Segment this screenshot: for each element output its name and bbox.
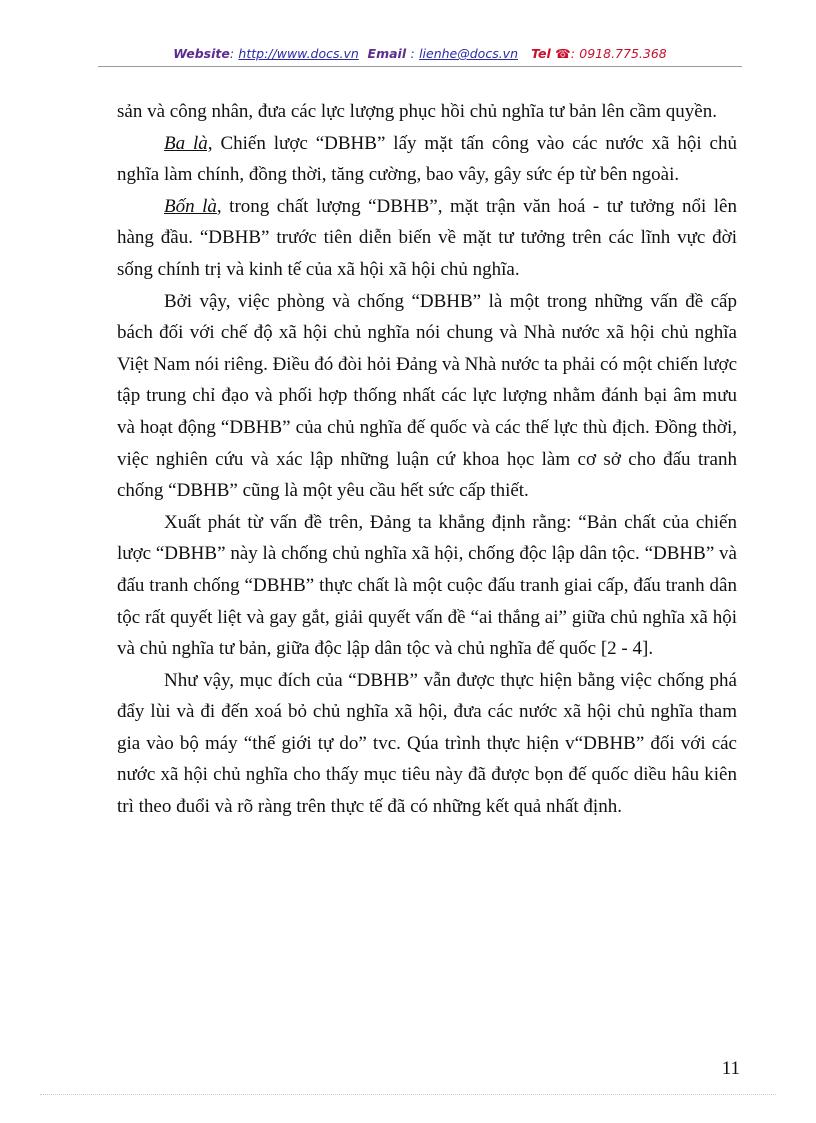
website-link[interactable]: http://www.docs.vn bbox=[238, 46, 359, 61]
paragraph-bon-la bbox=[117, 191, 737, 286]
tel-label: Tel bbox=[531, 46, 551, 61]
email-link[interactable]: lienhe@docs.vn bbox=[419, 46, 518, 61]
paragraph-text: Bởi vậy, việc phòng và chống “DBHB” là một trong những vấn đề cấp bách đối với chế độ xã hội chủ nghĩa nói chung và Nhà nước xã hội chủ nghĩa Việt Nam nói riêng. Điều đó đòi hỏi Đảng và Nhà nước ta phải có một chiến lược tập trung chỉ đạo và phối hợp thống nhất các lực lượng nhằm đánh bại âm mưu và hoạt động “DBHB” của chủ nghĩa đế quốc và các thế lực thù địch. Đồng thời, việc nghiên cứu và xác lập những luận cứ khoa học làm cơ sở cho đấu tranh chống “DBHB” cũng là một yêu cầu hết sức cấp thiết. bbox=[117, 290, 737, 502]
paragraph-boi-vay bbox=[117, 286, 737, 507]
page-number: 11 bbox=[721, 1058, 740, 1079]
phone-colon: : bbox=[570, 46, 575, 61]
email-colon: : bbox=[410, 46, 415, 61]
footer-divider bbox=[40, 1094, 776, 1095]
paragraph-lead: Bốn là bbox=[164, 195, 217, 217]
header-divider bbox=[98, 66, 742, 67]
paragraph-xuat-phat bbox=[117, 507, 737, 665]
paragraph-ba-la bbox=[117, 128, 737, 191]
paragraph-text: Xuất phát từ vấn đề trên, Đảng ta khẳng định rằng: “Bản chất của chiến lược “DBHB” này là chống chủ nghĩa xã hội, chống độc lập dân tộc. “DBHB” và đấu tranh chống “DBHB” thực chất là một cuộc đấu tranh giai cấp, đấu tranh dân tộc rất quyết liệt và gay gắt, giải quyết vấn đề “ai thắng ai” giữa chủ nghĩa xã hội và chủ nghĩa tư bản, giữa độc lập dân tộc và chủ nghĩa đế quốc [2 - 4]. bbox=[117, 511, 737, 660]
paragraph-text: sản và công nhân, đưa các lực lượng phục hồi chủ nghĩa tư bản lên cầm quyền. bbox=[117, 101, 717, 122]
phone-icon: ☎ bbox=[555, 46, 571, 61]
paragraph-text: , trong chất lượng “DBHB”, mặt trận văn hoá - tư tưởng nổi lên hàng đầu. “DBHB” trước tiên diễn biến về mặt tư tưởng trên các lĩnh vực đời sống chính trị và kinh tế của xã hội xã hội chủ nghĩa. bbox=[117, 195, 737, 280]
paragraph-continuation bbox=[117, 96, 737, 128]
paragraph-lead: Ba là, bbox=[164, 132, 213, 154]
document-body bbox=[117, 96, 737, 823]
phone-number: 0918.775.368 bbox=[579, 46, 667, 61]
page-header bbox=[100, 46, 740, 61]
email-label: Email bbox=[367, 46, 407, 61]
website-colon: : bbox=[229, 46, 235, 61]
paragraph-text: Như vậy, mục đích của “DBHB” vẫn được thực hiện bằng việc chống phá đẩy lùi và đi đến xoá bỏ chủ nghĩa xã hội, đưa các nước xã hội chủ nghĩa tham gia vào bộ máy “thế giới tự do” tvc. Qúa trình thực hiện v“DBHB” đối với các nước xã hội chủ nghĩa cho thấy mục tiêu này đã được bọn đế quốc diều hâu kiên trì theo đuổi và rõ ràng trên thực tế đã có những kết quả nhất định. bbox=[117, 669, 737, 818]
paragraph-text: Chiến lược “DBHB” lấy mặt tấn công vào các nước xã hội chủ nghĩa làm chính, đồng thời, tăng cường, bao vây, gây sức ép từ bên ngoài. bbox=[117, 132, 737, 186]
website-label: Website bbox=[173, 46, 230, 61]
paragraph-nhu-vay bbox=[117, 665, 737, 823]
